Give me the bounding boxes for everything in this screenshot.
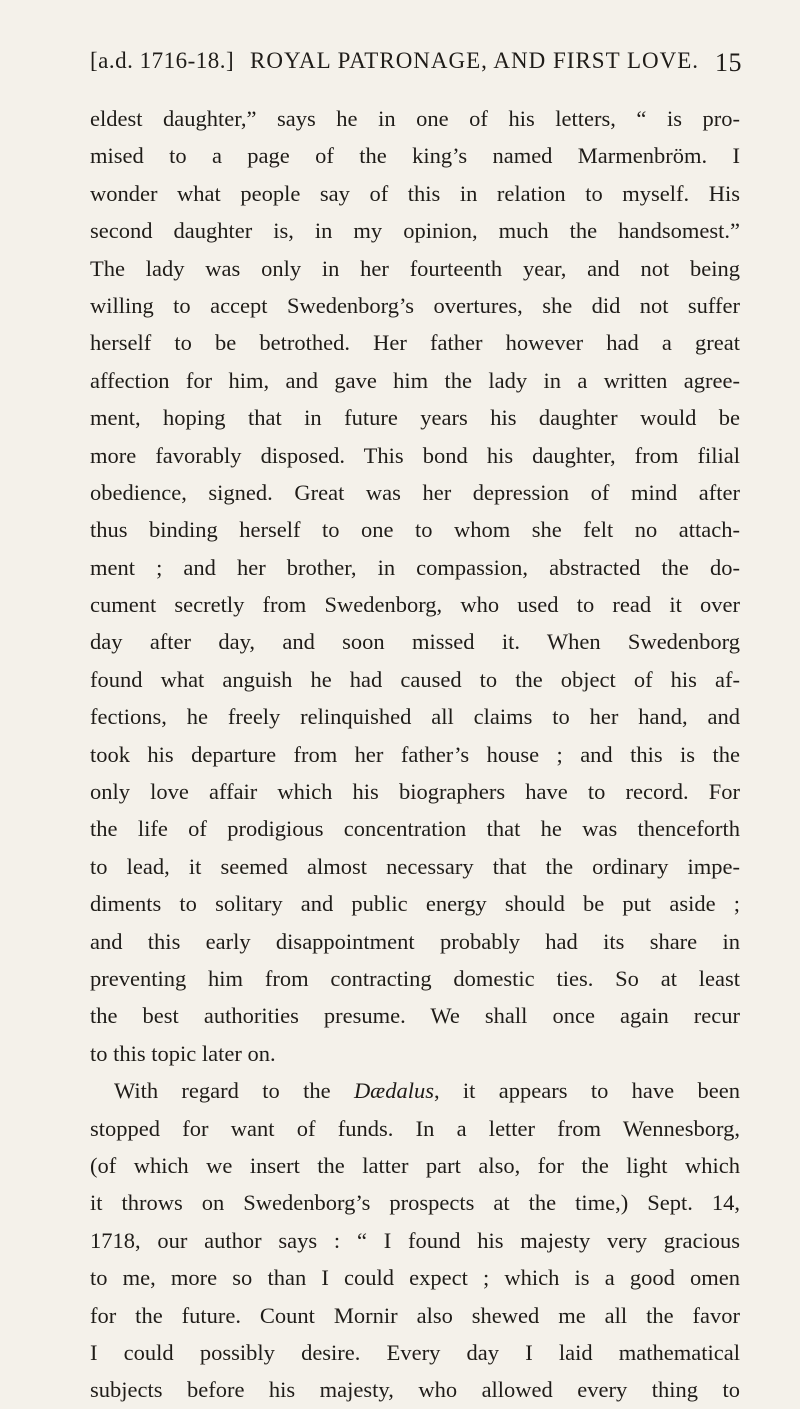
text-line: 1718, our author says : “ I found his majesty very gracious [90,1227,740,1253]
text-line: ment ; and her brother, in compassion, abstracted the do- [90,554,740,580]
text-line: I could possibly desire. Every day I laid mathematical [90,1339,740,1365]
date-range: [a.d. 1716-18.] [90,48,235,73]
text-line: day after day, and soon missed it. When Swedenborg [90,629,740,655]
text-line: and this early disappointment probably had its share in [90,928,740,954]
text-line: eldest daughter,” says he in one of his letters, “ is pro- [90,106,740,131]
italic-title: Dædalus [353,1078,434,1104]
text-line [90,1072,740,1109]
text-line: to this topic later on. [90,1040,276,1066]
paragraph-1 [90,100,740,1072]
text-line: ment, hoping that in future years his daughter would be [90,405,740,431]
text-line: for the future. Count Mornir also shewed me all the favor [90,1302,740,1328]
text-line: the best authorities presume. We shall once again recur [90,1003,740,1029]
running-head [90,48,742,82]
text-line: more favorably disposed. This bond his daughter, from filial [90,442,740,468]
text-line: fections, he freely relinquished all claims to her hand, and [90,704,740,730]
text-line: wonder what people say of this in relation to myself. His [90,180,740,206]
text-line: found what anguish he had caused to the object of his af- [90,666,740,692]
paragraph-2 [90,1072,740,1409]
text-line: preventing him from contracting domestic ties. So at least [90,965,740,991]
text-line: to lead, it seemed almost necessary that the ordinary impe- [90,853,740,879]
text-line: stopped for want of funds. In a letter from Wennesborg, [90,1115,740,1141]
text-line: cument secretly from Swedenborg, who used to read it over [90,592,740,618]
text-line: the life of prodigious concentration that he was thenceforth [90,816,740,842]
text-line: willing to accept Swedenborg’s overtures, she did not suffer [90,292,740,318]
page-number: 15 [715,48,742,77]
text-line: to me, more so than I could expect ; which is a good omen [90,1265,740,1291]
text-line: took his departure from her father’s house ; and this is the [90,741,740,767]
text-line: diments to solitary and public energy should be put aside ; [90,891,740,917]
body-text [90,100,740,1409]
text-line: mised to a page of the king’s named Marmenbröm. I [90,143,740,169]
text-line: (of which we insert the latter part also, for the light which [90,1152,740,1178]
text-line: it throws on Swedenborg’s prospects at the time,) Sept. 14, [90,1190,740,1216]
text-line: second daughter is, in my opinion, much the handsomest.” [90,218,740,244]
text-line: subjects before his majesty, who allowed every thing to [90,1377,740,1403]
text-line: The lady was only in her fourteenth year, and not being [90,255,740,281]
text-segment: With regard to the [114,1078,354,1104]
text-line: affection for him, and gave him the lady in a written agree- [90,367,740,393]
text-line: herself to be betrothed. Her father however had a great [90,330,740,356]
chapter-title: ROYAL PATRONAGE, AND FIRST LOVE. [250,48,700,73]
text-segment: , it appears to have been [433,1078,740,1104]
text-line: thus binding herself to one to whom she felt no attach- [90,517,740,543]
text-line: obedience, signed. Great was her depression of mind after [90,479,740,505]
text-line: only love affair which his biographers have to record. For [90,779,740,805]
